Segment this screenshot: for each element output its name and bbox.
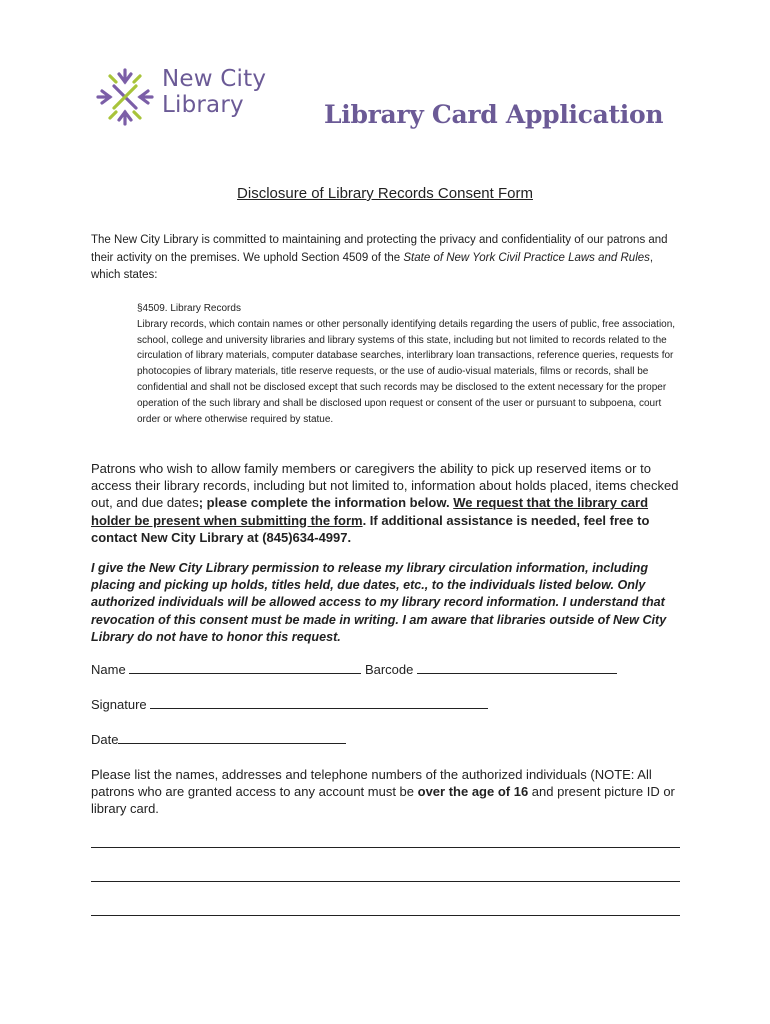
brand-line-2: Library bbox=[162, 92, 244, 118]
signature-label: Signature bbox=[91, 697, 147, 712]
intro-text-2: , which states: bbox=[91, 251, 654, 281]
name-barcode-row bbox=[91, 661, 617, 677]
library-brand-name bbox=[162, 66, 266, 118]
signature-row bbox=[91, 696, 488, 712]
statute-body: Library records, which contain names or other personally identifying details regarding the users of public, free association, school, college and university libraries and library systems of this state, including but not limited to records related to the circulation of library materials, computer database searches, interlibrary loan transactions, reference queries, requests for photocopies of library materials, title reserve requests, or the use of audio-visual materials, films or records, shall be confidential and shall not be disclosed except that such records may be disclosed to the extent necessary for the proper operation of the such library and shall be disclosed upon request or consent of the user or pursuant to subpoena, court order or where otherwise required by statue. bbox=[137, 318, 676, 425]
list-instr-text-2: and present picture ID or library card. bbox=[91, 784, 675, 817]
statute-heading: §4509. Library Records bbox=[137, 303, 241, 314]
intro-paragraph bbox=[91, 232, 681, 285]
signature-field[interactable] bbox=[150, 696, 488, 709]
form-title: Disclosure of Library Records Consent Form bbox=[237, 185, 533, 202]
date-row bbox=[91, 731, 346, 747]
application-title: Library Card Application bbox=[324, 100, 664, 129]
date-field[interactable] bbox=[118, 731, 346, 744]
age-requirement: over the age of 16 bbox=[417, 784, 529, 800]
name-field[interactable] bbox=[129, 661, 361, 674]
law-name: State of New York Civil Practice Laws and Rules bbox=[403, 251, 650, 264]
authorized-individual-line-1[interactable] bbox=[91, 847, 680, 848]
authorized-individual-line-3[interactable] bbox=[91, 915, 680, 916]
library-logo-icon bbox=[90, 62, 160, 132]
patrons-text: Patrons who wish to allow family members or caregivers the ability to pick up reserved items or to access their library records, including but not limited to, information about holds placed, items checked out, and due dates bbox=[91, 461, 679, 511]
consent-statement: I give the New City Library permission to release my library circulation information, including placing and picking up holds, titles held, due dates, etc., to the individuals listed below. Only authorized individuals will be allowed access to my library record information. I understand that revocation of this consent must be made in writing. I am aware that libraries outside of New City Library do not have to honor this request. bbox=[91, 561, 667, 644]
contact-info: . If additional assistance is needed, feel free to contact New City Library at (845)634-4997. bbox=[91, 512, 650, 545]
intro-text-1: The New City Library is committed to maintaining and protecting the privacy and confidentiality of our patrons and their activity on the premises. We uphold Section 4509 of the bbox=[91, 234, 668, 264]
list-instr-text-1: Please list the names, addresses and telephone numbers of the authorized individuals (NOTE: All patrons who are granted access to any account must be bbox=[91, 767, 652, 800]
barcode-field[interactable] bbox=[417, 661, 617, 674]
patrons-instruction: ; please complete the information below. bbox=[198, 495, 454, 511]
barcode-label: Barcode bbox=[364, 662, 414, 677]
statute-quote bbox=[137, 301, 682, 427]
patrons-paragraph bbox=[91, 460, 686, 546]
name-label: Name bbox=[91, 662, 126, 677]
authorized-list-instructions bbox=[91, 766, 691, 818]
date-label: Date bbox=[91, 732, 119, 747]
authorized-individual-line-2[interactable] bbox=[91, 881, 680, 882]
brand-line-1: New City bbox=[162, 66, 267, 92]
holder-present-notice: We request that the library card holder be present when submitting the form bbox=[91, 495, 649, 528]
